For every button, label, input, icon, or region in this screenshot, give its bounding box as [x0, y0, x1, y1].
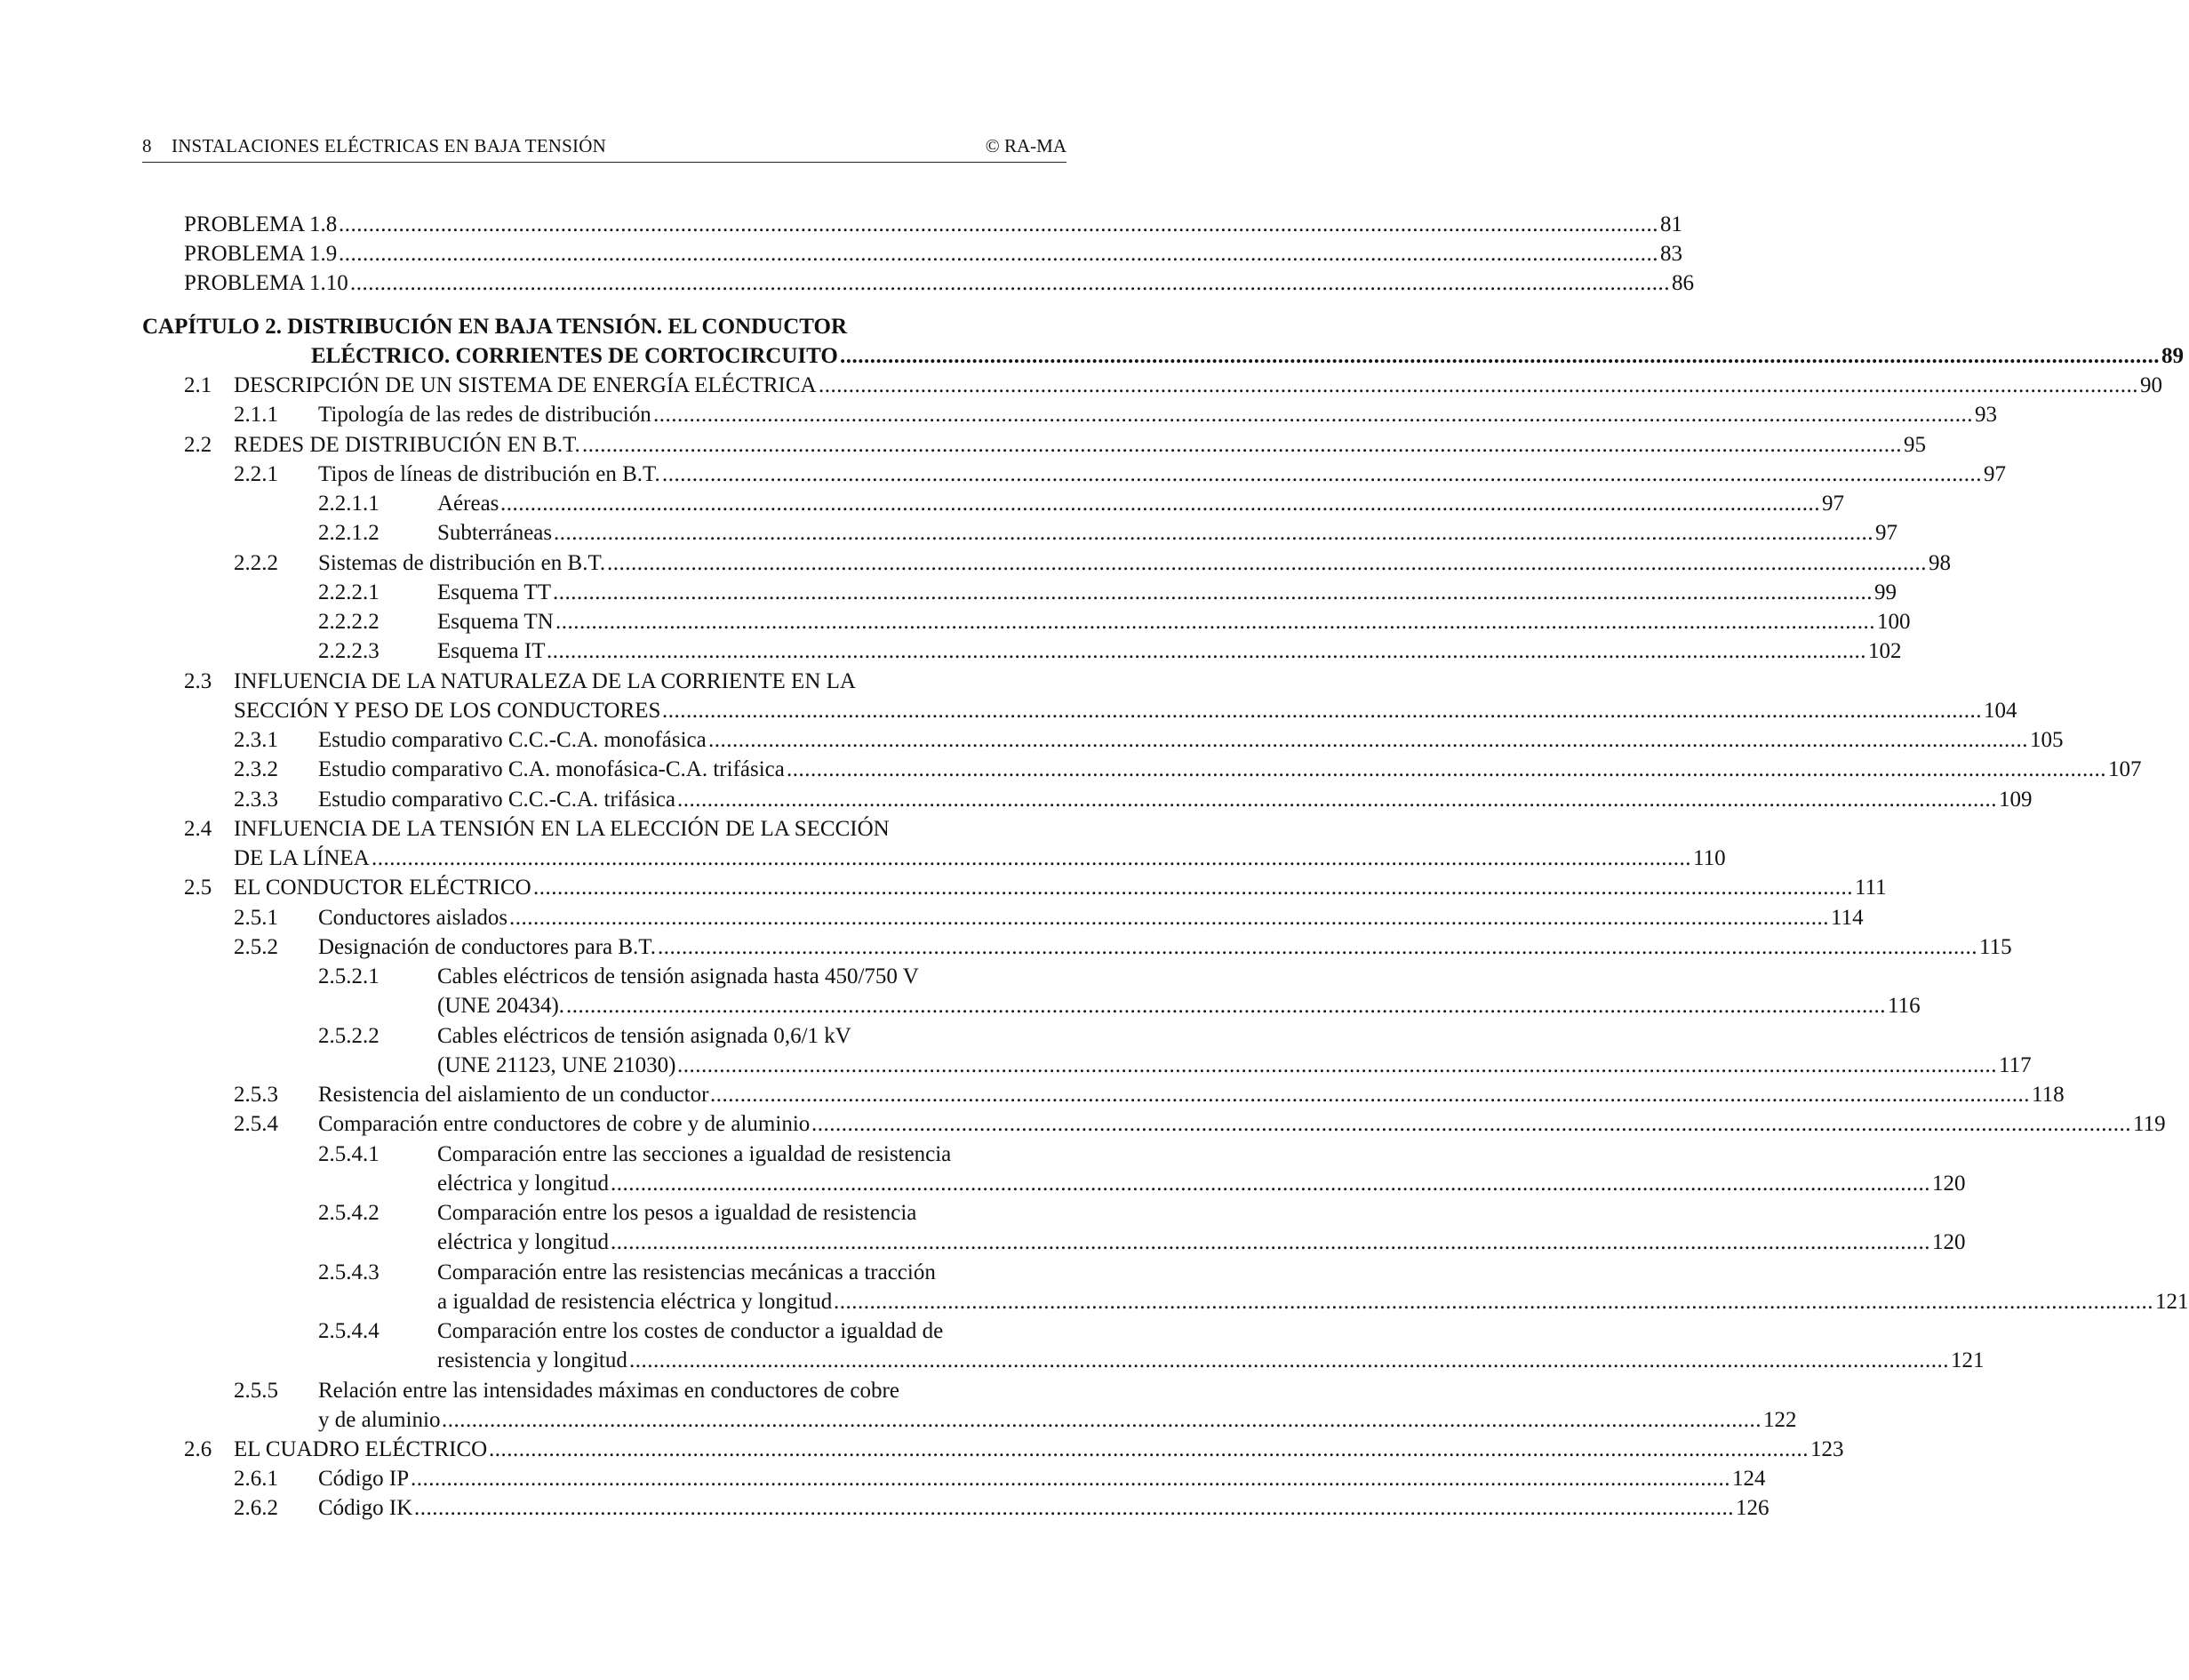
- toc-entry-title: Comparación entre las secciones a igualdad de resistencia: [437, 1142, 952, 1166]
- toc-entry-title: EL CUADRO ELÉCTRICO: [234, 1437, 488, 1461]
- dot-leader: ............................................................................................................................................................................................................................: [533, 876, 1853, 900]
- toc-entry-number: 2.3: [184, 669, 212, 693]
- toc-entry: [142, 1435, 1844, 1465]
- dot-leader: ............................................................................................................................................................................................................................: [662, 462, 1982, 486]
- dot-leader: ............................................................................................................................................................................................................................: [566, 994, 1886, 1018]
- toc-entry-title: Resistencia del aislamiento de un conductor: [318, 1083, 709, 1107]
- dot-leader: ............................................................................................................................................................................................................................: [489, 1437, 1809, 1461]
- toc-entry: [142, 725, 2064, 756]
- toc-entry-page: 97: [1873, 518, 1897, 548]
- toc-entry-title: Esquema TT: [437, 580, 551, 604]
- toc-entry: [142, 667, 1067, 697]
- toc-entry-page: 97: [1982, 460, 2006, 490]
- dot-leader: ............................................................................................................................................................................................................................: [611, 1230, 1930, 1254]
- toc-entry-number: 2.5.3: [234, 1083, 278, 1107]
- toc-entry-title: PROBLEMA 1.10: [184, 271, 348, 295]
- dot-leader: ............................................................................................................................................................................................................................: [658, 935, 1977, 959]
- toc-entry-page: 115: [1977, 932, 2012, 963]
- toc-entry-number: 2.6.1: [234, 1467, 278, 1491]
- dot-leader: ............................................................................................................................................................................................................................: [442, 1408, 1762, 1432]
- toc-entry-title: EL CONDUCTOR ELÉCTRICO: [234, 876, 531, 900]
- toc-entry: [142, 1169, 1966, 1199]
- toc-entry: [142, 1228, 1966, 1258]
- toc-entry-page: 110: [1691, 844, 1726, 874]
- toc-entry-number: 2.2: [184, 433, 212, 457]
- toc-entry-number: 2.2.1.1: [318, 492, 379, 516]
- toc-entry: [142, 785, 2033, 815]
- toc-entry-number: 2.4: [184, 817, 212, 841]
- dot-leader: ............................................................................................................................................................................................................................: [350, 271, 1670, 295]
- toc-entry-title: PROBLEMA 1.8: [184, 212, 338, 236]
- toc-entry-title: DE LA LÍNEA: [234, 846, 370, 870]
- toc-entry-number: 2.5.2.1: [318, 964, 379, 988]
- toc-entry-title: Designación de conductores para B.T.: [318, 935, 656, 959]
- toc-entry-title: Relación entre las intensidades máximas en conductores de cobre: [318, 1379, 899, 1403]
- toc-entry-number: 2.5.4: [234, 1112, 278, 1136]
- dot-leader: ............................................................................................................................................................................................................................: [811, 1112, 2131, 1136]
- toc-entry-page: 118: [2030, 1080, 2065, 1110]
- dot-leader: ............................................................................................................................................................................................................................: [677, 1053, 1997, 1077]
- toc-entry-title: Tipología de las redes de distribución: [318, 403, 651, 427]
- toc-entry-title: Comparación entre los costes de conductor a igualdad de: [437, 1319, 944, 1343]
- toc-entry-number: 2.5.2.2: [318, 1024, 379, 1048]
- toc-entry: [142, 400, 1997, 430]
- toc-entry-title: ELÉCTRICO. CORRIENTES DE CORTOCIRCUITO: [311, 344, 838, 368]
- toc-entry-title: Cables eléctricos de tensión asignada 0,6/1 kV: [437, 1024, 851, 1048]
- toc-entry-title: Estudio comparativo C.A. monofásica-C.A. trifásica: [318, 757, 785, 781]
- toc-entry: [142, 1021, 1067, 1052]
- toc-entry-title: Estudio comparativo C.C.-C.A. trifásica: [318, 788, 676, 812]
- toc-entry-title: (UNE 21123, UNE 21030): [437, 1053, 676, 1077]
- dot-leader: ............................................................................................................................................................................................................................: [787, 757, 2106, 781]
- toc-entry: [142, 607, 1911, 637]
- toc-entry-page: 97: [1820, 489, 1844, 519]
- toc-entry: [142, 962, 1067, 992]
- toc-entry: [142, 1287, 2189, 1317]
- toc-entry-title: INFLUENCIA DE LA TENSIÓN EN LA ELECCIÓN DE LA SECCIÓN: [234, 817, 890, 841]
- toc-entry-page: 81: [1658, 210, 1682, 240]
- dot-leader: ............................................................................................................................................................................................................................: [371, 846, 1691, 870]
- toc-entry: [142, 1109, 2166, 1140]
- toc-entry-number: 2.6.2: [234, 1496, 278, 1520]
- dot-leader: ............................................................................................................................................................................................................................: [339, 242, 1658, 266]
- toc-entry-page: 107: [2106, 755, 2142, 785]
- toc-entry-number: 2.2.2.3: [318, 639, 379, 663]
- toc-entry-page: 98: [1927, 548, 1951, 579]
- dot-leader: ............................................................................................................................................................................................................................: [629, 1348, 1949, 1372]
- toc-entry-page: 116: [1886, 991, 1921, 1021]
- toc-entry-title: eléctrica y longitud: [437, 1230, 609, 1254]
- dot-leader: ............................................................................................................................................................................................................................: [834, 1290, 2153, 1314]
- toc-entry-page: 104: [1982, 696, 2017, 726]
- toc-entry-title: SECCIÓN Y PESO DE LOS CONDUCTORES: [234, 699, 661, 723]
- toc-entry: [142, 1258, 1067, 1288]
- toc-entry-title: Comparación entre las resistencias mecánicas a tracción: [437, 1260, 936, 1284]
- dot-leader: ............................................................................................................................................................................................................................: [653, 403, 1973, 427]
- dot-leader: ............................................................................................................................................................................................................................: [840, 344, 2160, 368]
- toc-entry-title: Código IP: [318, 1467, 410, 1491]
- toc-entry-number: 2.5.4.1: [318, 1142, 379, 1166]
- toc-entry: [142, 341, 2184, 372]
- toc-entry-number: 2.3.3: [234, 788, 278, 812]
- toc-entry-page: 100: [1875, 607, 1911, 637]
- toc-entry-title: resistencia y longitud: [437, 1348, 627, 1372]
- toc-entry-title: INFLUENCIA DE LA NATURALEZA DE LA CORRIENTE EN LA: [234, 669, 856, 693]
- dot-leader: ............................................................................................................................................................................................................................: [611, 1172, 1930, 1196]
- toc-entry-page: 123: [1809, 1435, 1844, 1465]
- dot-leader: ............................................................................................................................................................................................................................: [607, 551, 1927, 575]
- dot-leader: ............................................................................................................................................................................................................................: [554, 521, 1873, 545]
- running-header: [142, 135, 1067, 163]
- toc-entry-title: Comparación entre los pesos a igualdad de resistencia: [437, 1201, 917, 1225]
- toc-entry-page: 120: [1930, 1169, 1966, 1199]
- toc-entry-title: a igualdad de resistencia eléctrica y longitud: [437, 1290, 833, 1314]
- toc-entry-title: Subterráneas: [437, 521, 553, 545]
- toc-entry-page: 124: [1730, 1464, 1766, 1494]
- toc-entry-page: 120: [1930, 1228, 1966, 1258]
- toc-entry: [142, 932, 2012, 963]
- toc-entry-title: Esquema TN: [437, 610, 554, 634]
- toc-entry-title: Tipos de líneas de distribución en B.T.: [318, 462, 660, 486]
- toc-entry-page: 93: [1973, 400, 1997, 430]
- toc-entry-number: 2.5: [184, 876, 212, 900]
- toc-entry-page: 121: [1949, 1346, 1985, 1376]
- toc-entry: [142, 1493, 1770, 1524]
- toc-entry-title: DESCRIPCIÓN DE UN SISTEMA DE ENERGÍA ELÉCTRICA: [234, 373, 817, 397]
- toc-entry-title: (UNE 20434).: [437, 994, 565, 1018]
- toc-entry-number: 2.2.2.1: [318, 580, 379, 604]
- toc-entry-number: 2.5.2: [234, 935, 278, 959]
- toc-entry: [142, 991, 1921, 1021]
- toc-entry-number: 2.5.4.3: [318, 1260, 379, 1284]
- dot-leader: ............................................................................................................................................................................................................................: [339, 212, 1658, 236]
- toc-entry: [142, 460, 2006, 490]
- toc-entry-number: 2.5.5: [234, 1379, 278, 1403]
- toc-entry: [142, 1080, 2065, 1110]
- toc-entry: [142, 1346, 1985, 1376]
- page-number: 8: [142, 135, 152, 156]
- toc-entry-number: 2.6: [184, 1437, 212, 1461]
- toc-entry: [142, 489, 1844, 519]
- toc-entry-page: 90: [2138, 371, 2162, 401]
- toc-entry: [142, 696, 2017, 726]
- toc-entry: [142, 210, 1682, 240]
- toc-entry: [142, 1140, 1067, 1170]
- toc-entry-page: 95: [1902, 430, 1926, 460]
- dot-leader: ............................................................................................................................................................................................................................: [677, 788, 1997, 812]
- toc-entry-title: PROBLEMA 1.9: [184, 242, 338, 266]
- toc-entry: [142, 814, 1067, 844]
- toc-entry-page: 126: [1734, 1493, 1770, 1524]
- toc-entry-page: 119: [2131, 1109, 2166, 1140]
- toc-entry: [142, 873, 1887, 903]
- dot-leader: ............................................................................................................................................................................................................................: [662, 699, 1982, 723]
- toc-entry: [142, 636, 1902, 667]
- dot-leader: ............................................................................................................................................................................................................................: [582, 433, 1902, 457]
- dot-leader: ............................................................................................................................................................................................................................: [500, 492, 1820, 516]
- toc-entry-title: y de aluminio: [318, 1408, 441, 1432]
- toc-entry-number: 2.1: [184, 373, 212, 397]
- toc-entry-title: Esquema IT: [437, 639, 546, 663]
- toc-entry: [142, 430, 1926, 460]
- toc-entry-page: 99: [1873, 578, 1897, 608]
- dot-leader: ............................................................................................................................................................................................................................: [553, 580, 1873, 604]
- toc-entry-title: Aéreas: [437, 492, 499, 516]
- toc-entry-title: eléctrica y longitud: [437, 1172, 609, 1196]
- toc-entry: [142, 371, 2162, 401]
- toc-entry-page: 121: [2153, 1287, 2189, 1317]
- toc-entry-title: Cables eléctricos de tensión asignada hasta 450/750 V: [437, 964, 919, 988]
- toc-entry-number: 2.5.4.2: [318, 1201, 379, 1225]
- toc-entry: [142, 578, 1897, 608]
- toc-entry-page: 114: [1829, 903, 1864, 933]
- toc-entry-page: 122: [1762, 1405, 1797, 1436]
- toc-entry-number: 2.5.1: [234, 906, 278, 930]
- dot-leader: ............................................................................................................................................................................................................................: [710, 1083, 2030, 1107]
- toc-entry-title: Estudio comparativo C.C.-C.A. monofásica: [318, 728, 707, 752]
- toc-entry: [142, 903, 1864, 933]
- toc-entry: [142, 312, 1067, 342]
- toc-entry-number: 2.5.4.4: [318, 1319, 379, 1343]
- dot-leader: ............................................................................................................................................................................................................................: [555, 610, 1875, 634]
- toc-entry-number: 2.1.1: [234, 403, 278, 427]
- dot-leader: ............................................................................................................................................................................................................................: [547, 639, 1866, 663]
- publisher: © RA-MA: [985, 135, 1067, 156]
- toc-entry-page: 105: [2028, 725, 2064, 756]
- toc-entry-page: 117: [1997, 1051, 2032, 1081]
- toc-entry: [142, 548, 1951, 579]
- dot-leader: ............................................................................................................................................................................................................................: [411, 1467, 1730, 1491]
- toc-entry-page: 111: [1853, 873, 1887, 903]
- toc-entry: [142, 1198, 1067, 1228]
- toc-entry: [142, 844, 1726, 874]
- toc-entry: [142, 755, 2142, 785]
- toc-entry: [142, 1051, 2032, 1081]
- toc-entry: [142, 518, 1897, 548]
- toc-entry-page: 83: [1658, 239, 1682, 269]
- toc-entry: [142, 268, 1694, 299]
- toc-entry: [142, 1376, 1067, 1406]
- toc-entry-number: 2.2.1: [234, 462, 278, 486]
- toc-entry-number: 2.3.1: [234, 728, 278, 752]
- toc-entry-title: CAPÍTULO 2. DISTRIBUCIÓN EN BAJA TENSIÓN. EL CONDUCTOR: [142, 315, 847, 339]
- toc-entry-number: 2.3.2: [234, 757, 278, 781]
- toc-entry-page: 102: [1866, 636, 1902, 667]
- toc-entry-number: 2.2.2: [234, 551, 278, 575]
- book-title: INSTALACIONES ELÉCTRICAS EN BAJA TENSIÓN: [172, 135, 606, 156]
- toc-entry: [142, 239, 1682, 269]
- dot-leader: ............................................................................................................................................................................................................................: [819, 373, 2138, 397]
- toc-entry: [142, 1316, 1067, 1347]
- toc-entry: [142, 1405, 1797, 1436]
- toc-entry-title: Comparación entre conductores de cobre y de aluminio: [318, 1112, 811, 1136]
- toc-entry-number: 2.2.1.2: [318, 521, 379, 545]
- toc-entry-number: 2.2.2.2: [318, 610, 379, 634]
- toc-entry-page: 109: [1997, 785, 2033, 815]
- dot-leader: ............................................................................................................................................................................................................................: [708, 728, 2028, 752]
- toc-entry-page: 89: [2160, 341, 2184, 372]
- dot-leader: ............................................................................................................................................................................................................................: [509, 906, 1829, 930]
- toc-entry-title: Sistemas de distribución en B.T.: [318, 551, 606, 575]
- toc-entry-title: REDES DE DISTRIBUCIÓN EN B.T.: [234, 433, 580, 457]
- toc-entry: [142, 1464, 1766, 1494]
- toc-entry-page: 86: [1670, 268, 1694, 299]
- toc-entry-title: Conductores aislados: [318, 906, 508, 930]
- dot-leader: ............................................................................................................................................................................................................................: [414, 1496, 1734, 1520]
- toc-entry-title: Código IK: [318, 1496, 413, 1520]
